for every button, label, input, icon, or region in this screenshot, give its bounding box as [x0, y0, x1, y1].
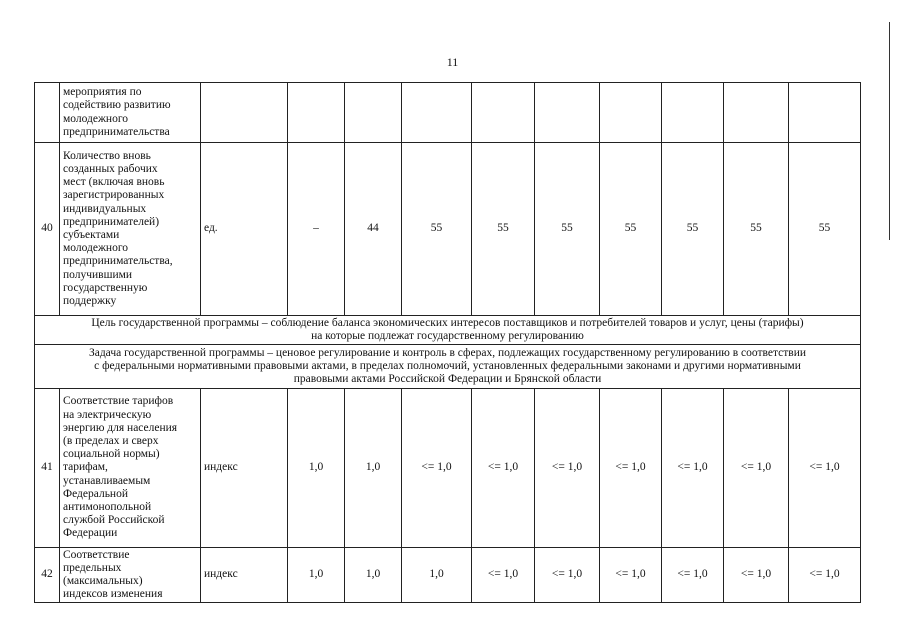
row-number: [35, 83, 60, 143]
value-cell: [535, 83, 600, 143]
indicator-name-line: предпринимателей): [63, 215, 160, 228]
indicator-name-line: на электрическую: [63, 408, 152, 421]
program-task: [35, 345, 861, 389]
indicator-name-line: зарегистрированных: [63, 189, 165, 202]
indicator-name-line: тарифам,: [63, 461, 108, 474]
indicator-name-line: Соответствие тарифов: [63, 395, 174, 408]
value-cell: <= 1,0: [600, 389, 662, 548]
goal-row: [35, 316, 861, 345]
value-cell: 55: [724, 143, 789, 316]
indicator-name-line: энергию для населения: [63, 421, 178, 434]
value-cell: <= 1,0: [789, 389, 861, 548]
table-row: [35, 83, 861, 143]
indicator-name-line: устанавливаемым: [63, 474, 151, 487]
program-goal-line: Цель государственной программы – соблюдение баланса экономических интересов поставщиков и потребителей товаров и услуг, цены (тарифы): [91, 316, 804, 329]
value-cell: [472, 83, 535, 143]
program-task-line: правовыми актами Российской Федерации и Брянской области: [293, 373, 602, 386]
indicator-name: [60, 548, 201, 603]
program-task-line: Задача государственной программы – ценовое регулирование и контроль в сферах, подлежащих государственному регулированию в соответствии: [88, 346, 807, 359]
value-cell: <= 1,0: [662, 548, 724, 603]
unit-cell: ед.: [201, 143, 288, 316]
unit-cell: [201, 83, 288, 143]
indicator-name-line: молодежного: [63, 112, 129, 125]
value-cell: 1,0: [402, 548, 472, 603]
indicators-table: [34, 82, 861, 603]
indicator-name: [60, 389, 201, 548]
value-cell: [288, 83, 345, 143]
value-cell: <= 1,0: [662, 389, 724, 548]
indicator-name-line: индивидуальных: [63, 202, 147, 215]
value-cell: 55: [472, 143, 535, 316]
value-cell: <= 1,0: [789, 548, 861, 603]
value-cell: 44: [345, 143, 402, 316]
indicator-name-line: предпринимательства,: [63, 255, 173, 268]
value-cell: 1,0: [345, 548, 402, 603]
row-number: 42: [35, 548, 60, 603]
value-cell: 55: [662, 143, 724, 316]
indicator-name-line: предельных: [63, 561, 122, 574]
table-row: [35, 143, 861, 316]
program-task-line: с федеральными нормативными правовыми актами, в пределах полномочий, установленных федеральными законами и другими нормативными: [94, 359, 801, 372]
value-cell: <= 1,0: [724, 548, 789, 603]
value-cell: <= 1,0: [472, 548, 535, 603]
table-row: [35, 548, 861, 603]
value-cell: <= 1,0: [535, 548, 600, 603]
table-row: [35, 389, 861, 548]
unit-cell: индекс: [201, 548, 288, 603]
value-cell: <= 1,0: [724, 389, 789, 548]
indicator-name-line: молодежного: [63, 242, 129, 255]
unit-cell: индекс: [201, 389, 288, 548]
value-cell: <= 1,0: [600, 548, 662, 603]
indicator-name-line: Количество вновь: [63, 149, 151, 162]
value-cell: [662, 83, 724, 143]
indicator-name-line: индексов изменения: [63, 588, 163, 601]
indicator-name-line: получившими: [63, 268, 133, 281]
value-cell: 55: [789, 143, 861, 316]
page-number: 11: [446, 55, 459, 69]
indicator-name-line: Федеральной: [63, 487, 128, 500]
indicator-name-line: социальной нормы): [63, 448, 160, 461]
value-cell: <= 1,0: [535, 389, 600, 548]
indicator-name-line: субъектами: [63, 229, 120, 241]
value-cell: 55: [535, 143, 600, 316]
scan-edge-line: [889, 22, 890, 240]
value-cell: 55: [402, 143, 472, 316]
indicator-name-line: (максимальных): [63, 575, 143, 587]
value-cell: 55: [600, 143, 662, 316]
indicator-name: [60, 143, 201, 316]
row-number: 41: [35, 389, 60, 548]
value-cell: [402, 83, 472, 143]
task-row: [35, 345, 861, 389]
indicator-name-line: созданных рабочих: [63, 162, 158, 175]
indicator-name-line: Федерации: [63, 527, 118, 540]
indicator-name-line: мест (включая вновь: [63, 176, 165, 189]
program-goal-line: на которые подлежат государственному регулированию: [311, 330, 584, 342]
value-cell: 1,0: [288, 389, 345, 548]
indicator-name-line: (в пределах и сверх: [63, 434, 159, 447]
value-cell: 1,0: [288, 548, 345, 603]
indicator-name-line: государственную: [63, 281, 148, 294]
value-cell: <= 1,0: [402, 389, 472, 548]
indicator-name-line: Соответствие: [63, 548, 130, 561]
indicator-name-line: содействию развитию: [63, 99, 171, 112]
value-cell: 1,0: [345, 389, 402, 548]
indicator-name-line: предпринимательства: [63, 125, 170, 138]
value-cell: [724, 83, 789, 143]
indicator-name: [60, 83, 201, 143]
value-cell: [600, 83, 662, 143]
value-cell: [345, 83, 402, 143]
indicator-name-line: мероприятия по: [63, 86, 142, 99]
indicator-name-line: антимонопольной: [63, 501, 152, 513]
indicator-name-line: поддержку: [63, 295, 117, 308]
value-cell: –: [288, 143, 345, 316]
row-number: 40: [35, 143, 60, 316]
value-cell: <= 1,0: [472, 389, 535, 548]
value-cell: [789, 83, 861, 143]
indicator-name-line: службой Российской: [63, 514, 165, 527]
program-goal: [35, 316, 861, 345]
